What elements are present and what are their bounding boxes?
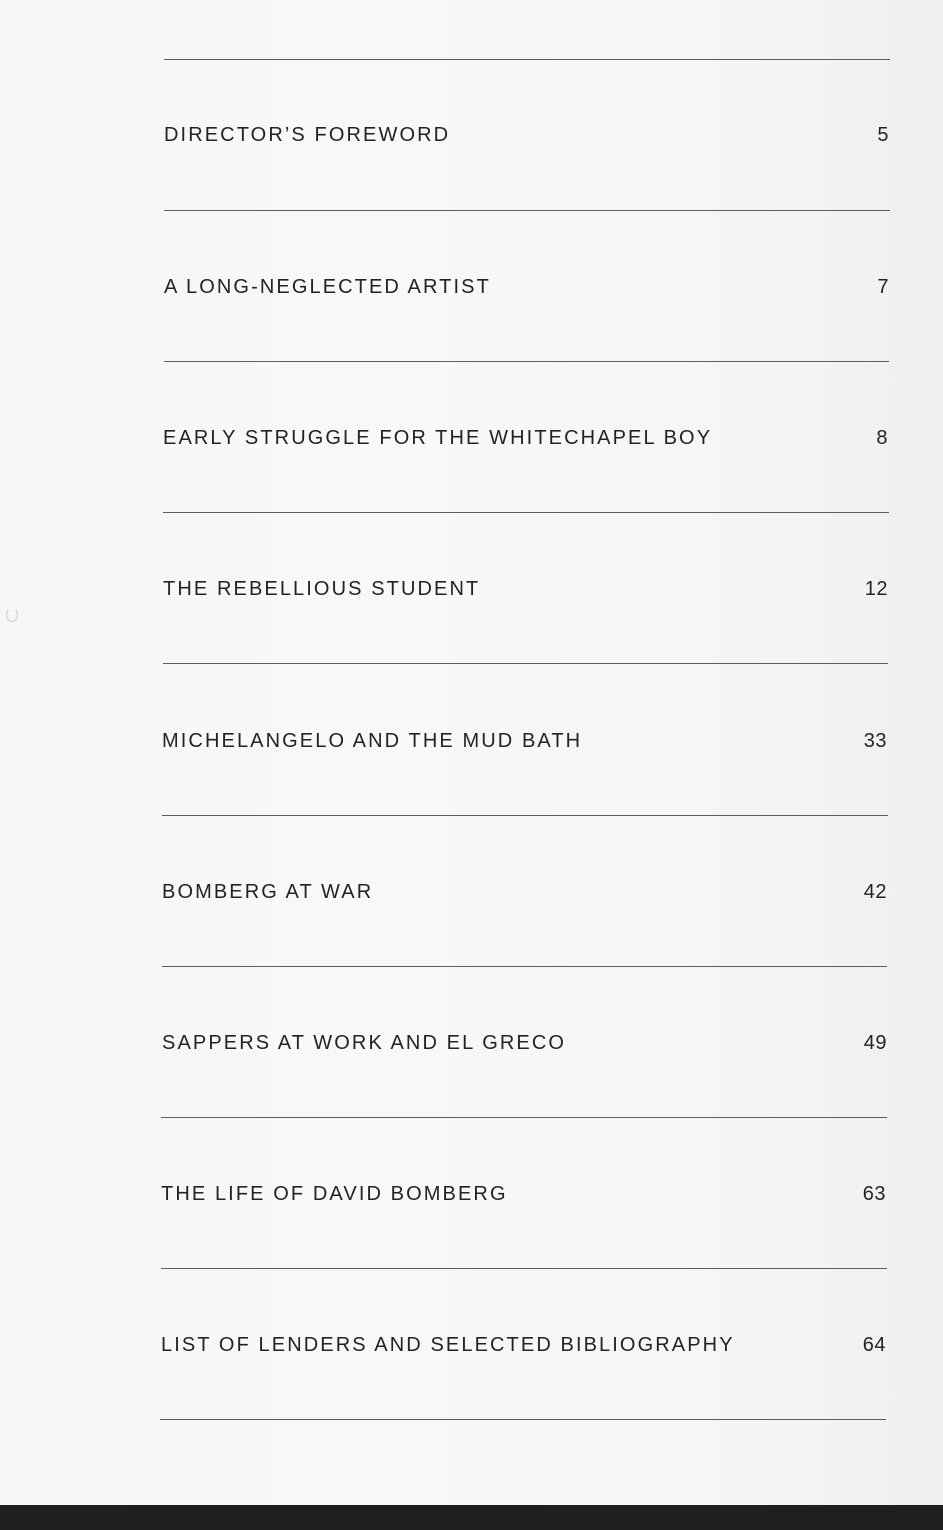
toc-entry-title: LIST OF LENDERS AND SELECTED BIBLIOGRAPHY: [161, 1333, 735, 1356]
divider-rule: [163, 512, 889, 513]
toc-entry[interactable]: [161, 1330, 886, 1360]
toc-entry[interactable]: [163, 423, 888, 453]
toc-entry[interactable]: [163, 574, 888, 604]
toc-entry-title: BOMBERG AT WAR: [162, 880, 374, 903]
divider-rule: [164, 210, 890, 211]
toc-entry[interactable]: [162, 726, 887, 756]
toc-entry-page-number: 5: [877, 123, 889, 146]
toc-entry[interactable]: [161, 1179, 886, 1209]
toc-entry[interactable]: [162, 1028, 887, 1058]
toc-entry-page-number: 7: [877, 275, 889, 298]
toc-entry-page-number: 42: [863, 880, 887, 903]
toc-entry[interactable]: [162, 877, 887, 907]
toc-entry-page-number: 33: [863, 729, 887, 752]
divider-rule: [164, 361, 889, 362]
toc-entry-page-number: 64: [862, 1333, 886, 1356]
divider-rule: [160, 1419, 886, 1420]
toc-entry-title: THE REBELLIOUS STUDENT: [163, 577, 481, 600]
divider-rule: [163, 663, 888, 664]
toc-entry-page-number: 8: [876, 426, 888, 449]
scan-bottom-edge: [0, 1505, 943, 1530]
toc-entry-page-number: 63: [862, 1182, 886, 1205]
toc-entry-title: A LONG-NEGLECTED ARTIST: [164, 275, 491, 298]
toc-entry-title: EARLY STRUGGLE FOR THE WHITECHAPEL BOY: [163, 426, 713, 449]
divider-rule: [162, 966, 887, 967]
toc-entry-page-number: 49: [863, 1031, 887, 1054]
toc-entry-title: MICHELANGELO AND THE MUD BATH: [162, 729, 583, 752]
divider-rule: [161, 1268, 887, 1269]
divider-rule: [164, 59, 890, 60]
toc-entry-title: DIRECTOR’S FOREWORD: [164, 123, 451, 146]
toc-entry-page-number: 12: [864, 577, 888, 600]
toc-entry-title: SAPPERS AT WORK AND EL GRECO: [162, 1031, 567, 1054]
toc-entry[interactable]: [164, 272, 889, 302]
toc-entry[interactable]: [164, 120, 889, 150]
divider-rule: [162, 815, 888, 816]
toc-entry-title: THE LIFE OF DAVID BOMBERG: [161, 1182, 508, 1205]
divider-rule: [161, 1117, 887, 1118]
